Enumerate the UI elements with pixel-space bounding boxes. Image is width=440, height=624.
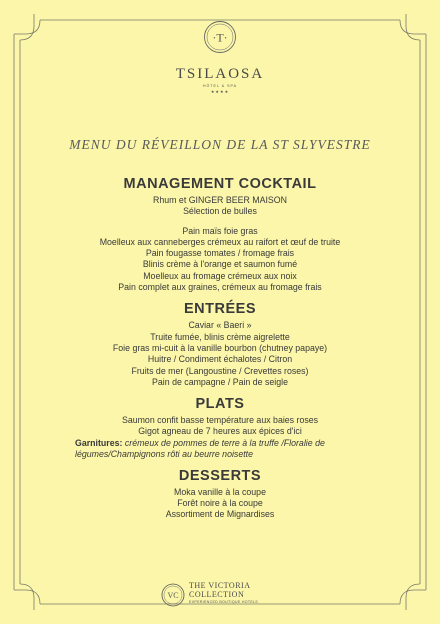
menu-item: Truite fumée, blinis crème aigrelette — [150, 331, 290, 342]
tsilaosa-logo-icon — [203, 20, 237, 54]
menu-item: Pain de campagne / Pain de seigle — [152, 376, 288, 387]
menu-item: Caviar « Baeri » — [188, 320, 252, 331]
victoria-collection-logo — [161, 580, 311, 610]
menu-item: Blinis crème à l'orange et saumon fumé — [142, 259, 298, 270]
section-heading-cocktail: MANAGEMENT COCKTAIL — [123, 176, 317, 192]
menu-content — [0, 176, 440, 521]
garnitures — [65, 438, 375, 460]
brand-name: TSILAOSA — [175, 66, 265, 82]
menu-item: Sélection de bulles — [183, 206, 257, 217]
menu-item: Foie gras mi-cuit à la vanille bourbon (chutney papaye) — [112, 342, 328, 353]
menu-item: Rhum et GINGER BEER MAISON — [153, 195, 287, 205]
menu-item: Huitre / Condiment échalotes / Citron — [147, 354, 293, 365]
vc-line3: EXPERIENCED BOUTIQUE HOTELS — [189, 600, 259, 604]
logo-letter: ·T· — [212, 30, 228, 45]
vc-line2: COLLECTION — [189, 590, 245, 599]
menu-item: Moelleux au fromage crémeux aux noix — [143, 270, 297, 281]
vc-badge-letters: VC — [167, 591, 179, 600]
garnitures-text: crémeux de pommes de terre à la truffe /Floralie de légumes/Champignons rôti au beurre noisette — [75, 437, 325, 459]
menu-item: Assortiment de Mignardises — [165, 509, 275, 520]
brand-stars: ★★★★ — [210, 89, 230, 94]
section-heading-plats: PLATS — [195, 396, 245, 413]
garnitures-label: Garnitures: — [75, 437, 123, 448]
menu-item: Forêt noire à la coupe — [177, 498, 263, 509]
vc-line1: THE VICTORIA — [189, 581, 251, 590]
menu-item: Gigot agneau de 7 heures aux épices d'ici — [138, 426, 302, 437]
section-heading-entrees: ENTRÉES — [184, 301, 256, 318]
menu-item: Pain fougasse tomates / fromage frais — [145, 248, 295, 259]
vc-badge-icon — [161, 583, 185, 607]
menu-item: Moelleux aux canneberges crémeux au raifort et œuf de truite — [99, 236, 341, 247]
brand-subtitle: HÔTEL & SPA — [202, 84, 238, 88]
menu-title: MENU DU RÉVEILLON DE LA ST SLYVESTRE — [69, 137, 371, 153]
menu-item: Pain maïs foie gras — [182, 225, 258, 236]
menu-item: Saumon confit basse température aux baies roses — [121, 415, 319, 426]
menu-item: Moka vanille à la coupe — [174, 486, 266, 497]
menu-item: Pain complet aux graines, crémeux au fromage frais — [118, 282, 322, 293]
section-heading-desserts: DESSERTS — [178, 467, 262, 484]
menu-item: Fruits de mer (Langoustine / Crevettes roses) — [131, 365, 309, 376]
